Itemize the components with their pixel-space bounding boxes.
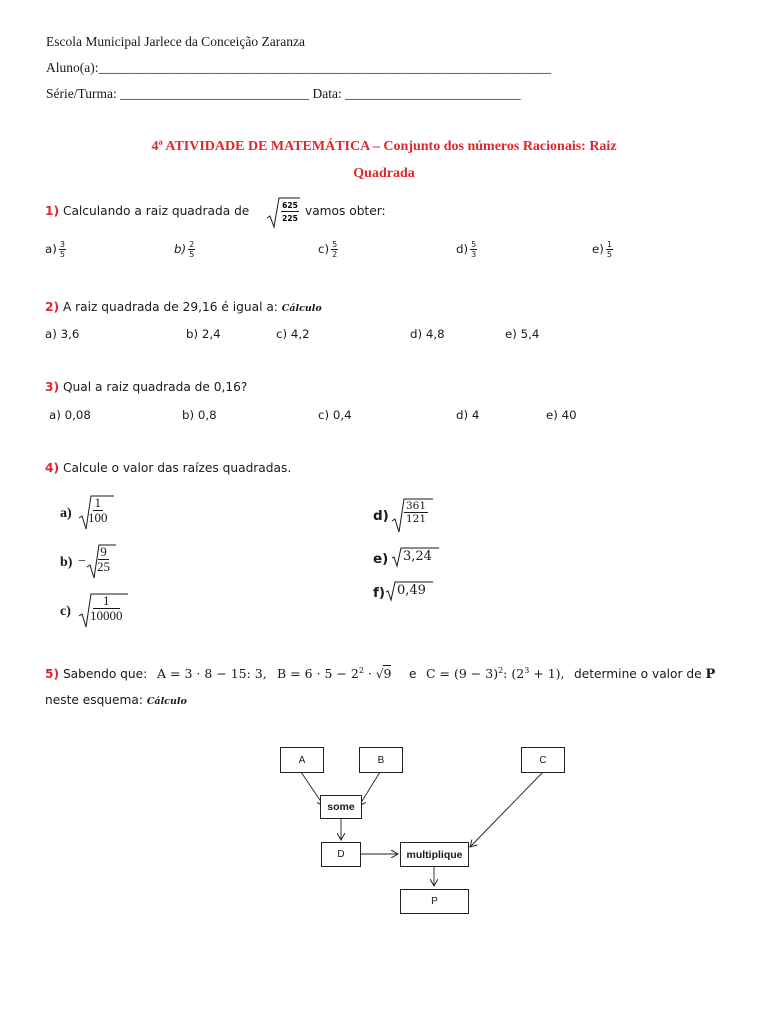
- q4a-fraction: 1 100: [88, 495, 108, 525]
- q4-item-d-label: d): [373, 508, 389, 524]
- q3-option-d[interactable]: d) 4: [456, 408, 480, 422]
- option-fraction: $\frac{2}{5}$: [189, 240, 195, 259]
- option-fraction: $\frac{5}{3}$: [471, 240, 477, 259]
- q4c-fraction: 1 10000: [90, 593, 123, 623]
- q2-option-b[interactable]: b) 2,4: [186, 327, 221, 341]
- diagram-box-multiplique: multiplique: [400, 842, 469, 867]
- q3-option-a[interactable]: a) 0,08: [49, 408, 91, 422]
- q1-rad-den: 225: [282, 214, 298, 223]
- conjunction: e: [409, 667, 417, 681]
- equation-c: $C = (9 - 3)^2$: $(2^3 + 1)$,: [426, 666, 565, 682]
- radical-sign: √: [375, 667, 384, 682]
- option-label: a): [45, 242, 57, 256]
- diagram-box-p: P: [400, 889, 469, 914]
- question-text: Calculando a raiz quadrada de: [62, 204, 250, 218]
- diagram-box-b: B: [359, 747, 403, 773]
- question-number: 2): [45, 300, 60, 314]
- question-1-tail: vamos obter:: [305, 204, 386, 218]
- question-number: 5): [45, 667, 60, 681]
- option-label: d): [456, 242, 469, 256]
- diagram-box-some: some: [320, 795, 362, 819]
- diagram-box-c: C: [521, 747, 565, 773]
- q2-option-c[interactable]: c) 4,2: [276, 327, 310, 341]
- question-text-end: determine o valor de P: [574, 667, 716, 682]
- question-number: 1): [45, 204, 60, 218]
- q4-item-a-label: a): [60, 506, 72, 521]
- q2-option-e[interactable]: e) 5,4: [505, 327, 540, 341]
- equation-b: $B = 6 \cdot 5 - 2^2 \cdot √9$: [277, 666, 392, 682]
- option-label: e): [592, 242, 604, 256]
- q2-option-a[interactable]: a) 3,6: [45, 327, 80, 341]
- option-label: c): [318, 242, 330, 256]
- option-fraction: $\frac{1}{5}$: [606, 240, 612, 259]
- equation-a: A = 3 · 8 − 15: 3,: [157, 666, 267, 681]
- q4-item-c-label: c): [60, 604, 71, 619]
- q3-option-c[interactable]: c) 0,4: [318, 408, 352, 422]
- student-line: Aluno(a):___________________________________________________________________: [46, 60, 551, 75]
- q4b-sign: −: [78, 554, 86, 569]
- question-5-line2: neste esquema: Cálculo: [45, 693, 187, 707]
- question-text: Qual a raiz quadrada de 0,16?: [62, 380, 248, 394]
- q4e-value: 3,24: [403, 549, 432, 564]
- q4-item-f-label: f): [373, 585, 386, 601]
- question-text: Calcule o valor das raízes quadradas.: [62, 461, 292, 475]
- q4-item-e-label: e): [373, 551, 389, 567]
- question-number: 3): [45, 380, 60, 394]
- q2-option-d[interactable]: d) 4,8: [410, 327, 445, 341]
- q1-rad-num: 625: [282, 201, 298, 210]
- class-date-line: Série/Turma: ____________________________ Data: __________________________: [46, 86, 521, 101]
- option-fraction: $\frac{5}{2}$: [332, 240, 338, 259]
- diagram-box-a: A: [280, 747, 324, 773]
- school-name: Escola Municipal Jarlece da Conceição Zaranza: [46, 34, 305, 49]
- option-fraction: $\frac{3}{5}$: [59, 240, 65, 259]
- calc-label: Cálculo: [281, 303, 322, 314]
- option-label: b): [174, 242, 187, 256]
- question-text-start: Sabendo que:: [62, 667, 148, 681]
- question-text: A raiz quadrada de 29,16 é igual a:: [62, 300, 278, 314]
- q4-item-b-label: b): [60, 555, 73, 570]
- activity-title-line2: Quadrada: [353, 166, 415, 181]
- calc-label: Cálculo: [146, 696, 187, 707]
- q3-option-b[interactable]: b) 0,8: [182, 408, 217, 422]
- q4f-value: 0,49: [397, 583, 426, 598]
- q4b-fraction: 9 25: [97, 544, 110, 574]
- q3-option-e[interactable]: e) 40: [546, 408, 577, 422]
- question-number: 4): [45, 461, 60, 475]
- q4d-fraction: 361 121: [406, 500, 427, 525]
- diagram-box-d: D: [321, 842, 361, 867]
- activity-title-line1: 4ª ATIVIDADE DE MATEMÁTICA – Conjunto dos números Racionais: Raiz: [151, 139, 617, 154]
